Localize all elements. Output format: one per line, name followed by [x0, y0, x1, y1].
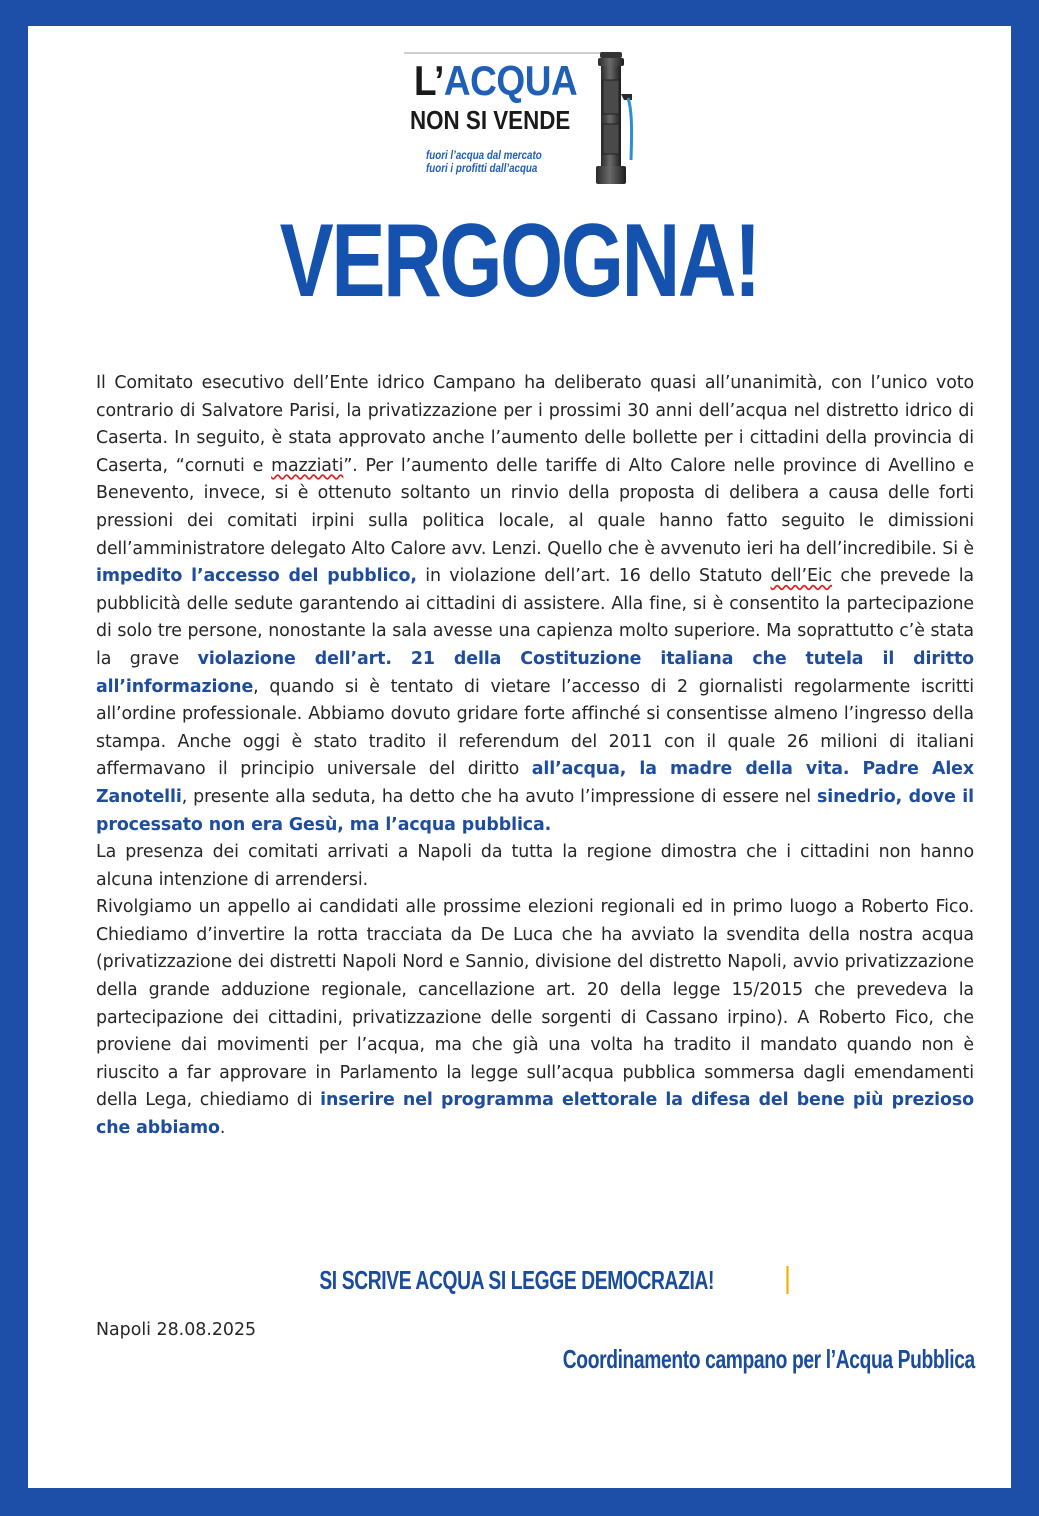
logo-title-line2: NON SI VENDE	[410, 105, 571, 135]
text-run: che prevede la pubblicità delle sedute garantendo ai cittadini di assistere. Alla fine, si è consentito la partecipazione di solo tre persone, nonostante la sala avesse una capienza molto superiore. Ma soprattutto c’è stata la grave	[96, 566, 974, 669]
logo-title	[414, 57, 578, 104]
date: Napoli 28.08.2025	[96, 1320, 257, 1340]
text-run: Il Comitato esecutivo dell’Ente idrico Campano ha deliberato quasi all’unanimità, con l’unico voto contrario di Salvatore Parisi, la privatizzazione per i prossimi 30 anni dell’acqua nel distretto idrico di Caserta. In seguito, è stata approvato anche l’aumento delle bollette per i cittadini della provincia di Caserta, “cornuti e	[96, 373, 974, 476]
highlighted-text: sinedrio, dove il processato non era Gesù, ma l’acqua pubblica.	[96, 786, 975, 835]
logo-title-main: ACQUA	[443, 57, 578, 104]
slogan-text: SI SCRIVE ACQUA SI LEGGE DEMOCRAZIA!	[319, 1265, 715, 1295]
text-run: mazziati	[271, 455, 344, 476]
highlighted-text: inserire nel programma elettorale la difesa del bene più prezioso che abbiamo	[96, 1090, 974, 1139]
text-run: ”. Per l’aumento delle tariffe di Alto Calore nelle province di Avellino e Benevento, invece, si è ottenuto soltanto un rinvio della proposta di delibera a causa delle forti pressioni dei comitati irpini sulla politica locale, al quale hanno fatto seguito le dimissioni dell’amministratore delegato Alto Calore avv. Lenzi. Quello che è avvenuto ieri ha dell’incredibile. Si è	[96, 455, 974, 559]
logo-rule	[404, 52, 604, 54]
text-run: , quando si è tentato di vietare l’accesso di 2 giornalisti regolarmente iscritti all’ordine professionale. Abbiamo dovuto gridare forte affinché si consentisse almeno l’ingresso della stampa. Anche oggi è stato tradito il referendum del 2011 con il quale 26 milioni di italiani affermavano il principio universale del diritto	[96, 676, 974, 780]
highlighted-text: impedito l’accesso del pubblico,	[96, 566, 417, 587]
highlighted-text: violazione dell’art. 21 della Costituzione italiana che tutela il diritto all’informazione	[96, 648, 975, 697]
text-run: La presenza dei comitati arrivati a Napoli da tutta la regione dimostra che i cittadini non hanno alcuna intenzione di arrendersi.	[96, 842, 974, 890]
slogan	[28, 1264, 1011, 1296]
text-run: dell’Eic	[770, 566, 833, 587]
water-fountain-icon	[588, 50, 648, 186]
paragraph-1	[96, 370, 974, 839]
text-cursor	[786, 1266, 788, 1294]
logo-subtitle-2: fuori i profitti dall’acqua	[426, 163, 538, 175]
body-text	[96, 370, 974, 1143]
logo	[404, 50, 648, 186]
text-run: Rivolgiamo un appello ai candidati alle prossime elezioni regionali ed in primo luogo a Roberto Fico. Chiediamo d’invertire la rotta tracciata da De Luca che ha avviato la svendita della nostra acqua (privatizzazione dei distretti Napoli Nord e Sannio, divisione del distretto Napoli, avvio privatizzazione della grande adduzione regionale, cancellazione art. 20 della legge 15/2015 che prevedeva la partecipazione dei cittadini, privatizzazione delle sorgenti di Cassano irpino). A Roberto Fico, che proviene dai movimenti per l’acqua, ma che già una volta ha tradito il mandato quando non è riuscito a far approvare in Parlamento la legge sull’acqua pubblica sommersa dagli emendamenti della Lega, chiediamo di	[96, 897, 974, 1111]
text-run: .	[219, 1118, 226, 1139]
highlighted-text: all’acqua, la madre della vita. Padre Alex Zanotelli	[96, 759, 974, 807]
paragraph-2	[96, 839, 974, 894]
document-page	[28, 26, 1011, 1488]
logo-subtitle-1: fuori l’acqua dal mercato	[426, 150, 542, 162]
logo-title-prefix: L’	[414, 57, 444, 104]
headline	[28, 203, 1011, 319]
text-run: in violazione dell’art. 16 dello Statuto	[416, 566, 771, 587]
logo-subtitle	[426, 150, 542, 176]
text-run: , presente alla seduta, ha detto che ha avuto l’impressione di essere nel	[181, 786, 818, 807]
paragraph-3	[96, 894, 974, 1142]
signature: Coordinamento campano per l’Acqua Pubblica	[562, 1344, 975, 1374]
headline-text: VERGOGNA!	[279, 203, 760, 319]
